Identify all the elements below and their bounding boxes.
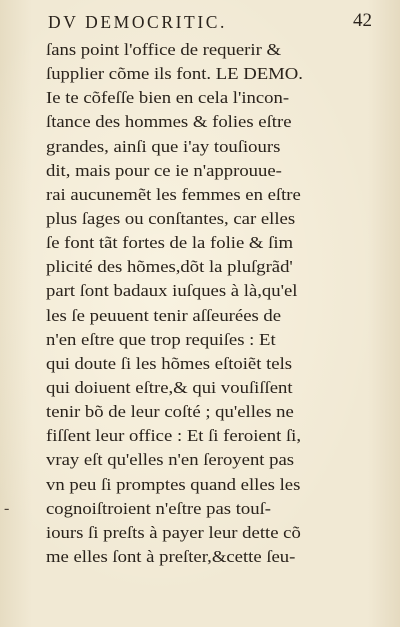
page-header xyxy=(40,10,372,34)
text-line: qui doute ſi les hõmes eſtoiẽt tels xyxy=(46,353,293,373)
text-line: fiſſent leur office : Et ſi feroient ſi, xyxy=(46,426,302,446)
text-line: plicité des hõmes,dõt la pluſgrãd' xyxy=(46,257,293,277)
margin-dash: - xyxy=(4,500,10,517)
text-line: ſtance des hommes & folies eſtre xyxy=(46,112,292,132)
text-line: tenir bõ de leur coſté ; qu'elles ne xyxy=(46,402,294,422)
text-line: n'en eſtre que trop requiſes : Et xyxy=(46,329,276,349)
text-line: qui doiuent eſtre,& qui vouſiſſent xyxy=(46,377,293,397)
text-line: rai aucunemẽt les femmes en eſtre xyxy=(46,184,301,204)
text-line: cognoiſtroient n'eſtre pas touſ- xyxy=(46,498,271,518)
text-line: plus ſages ou conſtantes, car elles xyxy=(46,208,296,228)
text-line: part ſont badaux iuſques à là,qu'el xyxy=(46,281,298,301)
text-line: ſupplier cõme ils font. LE DEMO. xyxy=(46,64,303,84)
running-title: DV DEMOCRITIC. xyxy=(48,12,227,32)
text-line: vray eſt qu'elles n'en ſeroyent pas xyxy=(46,450,295,470)
text-line: ſe font tãt fortes de la folie & ſim xyxy=(46,233,294,253)
text-line: Ie te cõfeſſe bien en cela l'incon- xyxy=(46,88,290,108)
text-line: iours ſi preſts à payer leur dette cõ xyxy=(46,522,301,542)
page-number: 42 xyxy=(353,10,372,31)
body-text xyxy=(46,38,372,569)
text-line: dit, mais pour ce ie n'approuue- xyxy=(46,160,282,180)
text-line: me elles ſont à preſter,&cette ſeu- xyxy=(46,546,296,566)
text-line: vn peu ſi promptes quand elles les xyxy=(46,474,301,494)
text-line: grandes, ainſi que i'ay touſiours xyxy=(46,136,281,156)
text-line: ſans point l'office de requerir & xyxy=(46,40,282,59)
text-line: les ſe peuuent tenir aſſeurées de xyxy=(46,305,282,325)
